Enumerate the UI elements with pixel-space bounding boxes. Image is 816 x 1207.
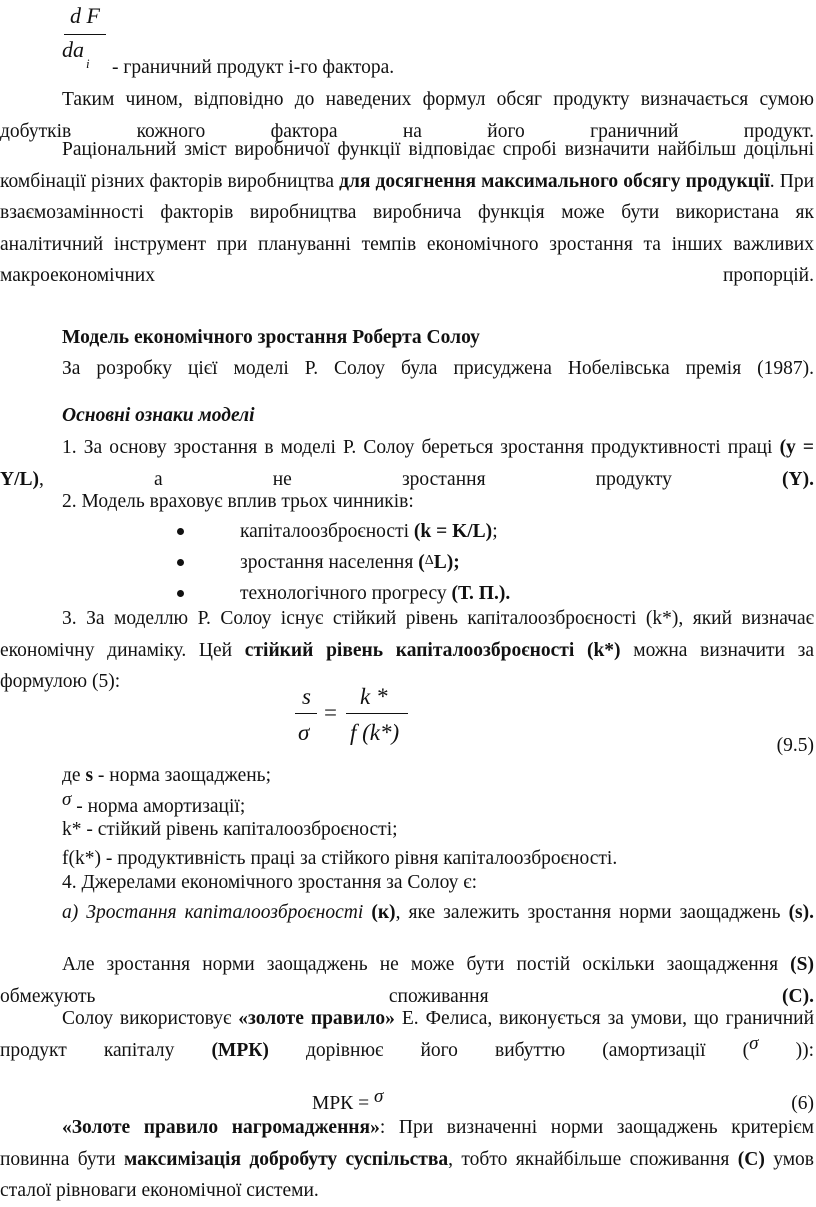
document-page: d F $da_i$ - граничний продукт і-го фактора. Таким чином, відповідно до наведених формул обсяг продукту визначається сумою добутків кожного фактора на його граничний продукт. Раціональний зміст виробничої функції відповідає спробі визначити найбільш доцільні комбінації різних факторів виробництва для досягнення максимального обсягу продукції. При взаємозамінності факторів виробництва виробнича функція може бути використана як аналітичний інструмент при плануванні темпів економічного зростання та інших важливих макроекономічних пропорцій. Модель економічного зростання Роберта Солоу За розробку цієї моделі Р. Солоу була присуджена Нобелівська премія (1987). Основні ознаки моделі 1. За основу зростання в моделі Р. Солоу береться зростання продуктивності праці (y = Y/L), а не зростання продукту (Y). 2. Модель враховує вплив трьох чинників: капіталоозброєності (k = K/L); зростання населення ($^\Delta$L); технологічного прогресу (Т. П.). 3. За моделлю Р. Солоу існує стійкий рівень капіталоозброєності (k*), який визначає економічну динаміку. Цей стійкий рівень капіталоозброєності (k*) можна визначити за формулою (5): s σ = k * f (k*) (9.5) де s - норма заощаджень; σ - норма амортизації; k* - стійкий рівень капіталоозброєності; f(k*) - продуктивність праці за стійкого рівня капіталоозброєності. 4. Джерелами економічного зростання за Солоу є: а) Зростання капіталоозброєності (к), яке залежить зростання норми заощаджень (s). Але зростання норми заощаджень не може бути постій оскільки заощадження (S) обмежують споживання (С). Солоу використовує «золоте правило» Е. Фелиса, виконується за умови, що граничний продукт капіталу (МРК) дорівнює його вибуттю (амортизації (σ )): МРК = σ (6) «Золоте правило нагромадження»: При визначенні норми заощаджень критерієм повинна бути максимізація добробуту суспільства, тобто якнайбільше споживання (С) умов сталої рівноваги економічної системи. <box>0 0 816 1196</box>
fraction-numerator: d F <box>70 3 100 28</box>
item-2: 2. Модель враховує вплив трьох чинників: <box>62 491 414 512</box>
def-s: де s - норма заощаджень; <box>62 765 271 786</box>
fraction-bar <box>64 34 106 35</box>
formula-k-star: k * <box>360 684 388 709</box>
sigma-symbol: σ <box>749 1032 759 1054</box>
sigma-symbol: σ <box>62 789 72 810</box>
equation-number-9-5: (9.5) <box>776 735 814 756</box>
def-sigma: σ - норма амортизації; <box>62 789 246 817</box>
formula-6: МРК = σ <box>312 1086 384 1114</box>
marginal-product-description: - граничний продукт і-го фактора. <box>112 57 395 78</box>
formula-sigma: σ <box>298 720 310 745</box>
formula-equals: = <box>324 700 337 725</box>
bullet-dot <box>177 528 184 535</box>
fraction-bar <box>346 713 408 714</box>
equation-number-6: (6) <box>791 1093 814 1114</box>
formula-s: s <box>302 684 311 709</box>
item-1: 1. За основу зростання в моделі Р. Солоу береться зростання продуктивності праці (y = Y/L), а не зростання продукту (Y). <box>0 437 815 490</box>
def-f-k-star: f(k*) - продуктивність праці за стійкого рівня капіталоозброєності. <box>62 848 618 869</box>
fraction-denominator: $da_i$ <box>62 37 90 72</box>
bullet-dot <box>177 559 184 566</box>
item-4: 4. Джерелами економічного зростання за Солоу є: <box>62 872 478 893</box>
sigma-symbol: σ <box>373 1086 384 1107</box>
paragraph-sum-of-products: Таким чином, відповідно до наведених формул обсяг продукту визначається сумою добутків кожного фактора на його граничний продукт. <box>0 89 814 142</box>
paragraph-rational-content: Раціональний зміст виробничої функції відповідає спробі визначити найбільш доцільні комбінації різних факторів виробництва для досягнення максимального обсягу продукції. При взаємозамінності факторів виробництва виробнича функція може бути використана як аналітичний інструмент при плануванні темпів економічного зростання та інших важливих макроекономічних пропорцій. <box>0 139 815 286</box>
delta-symbol: Δ <box>424 553 434 568</box>
formula-f-k-star: f (k*) <box>350 720 400 745</box>
section-title: Модель економічного зростання Роберта Солоу <box>62 327 480 348</box>
fraction-bar <box>295 713 317 714</box>
def-k-star: k* - стійкий рівень капіталоозброєності; <box>62 819 398 840</box>
formula-9-5 <box>290 683 430 753</box>
paragraph-nobel-prize: За розробку цієї моделі Р. Солоу була присуджена Нобелівська премія (1987). <box>62 358 814 379</box>
paragraph-golden-rule-accumulation: «Золоте правило нагромадження»: При визначенні норми заощаджень критерієм повинна бути максимізація добробуту суспільства, тобто якнайбільше споживання (С) умов сталої рівноваги економічної системи. <box>0 1117 815 1201</box>
bullet-dot <box>177 590 184 597</box>
paragraph-savings-limit: Але зростання норми заощаджень не може бути постій оскільки заощадження (S) обмежують споживання (С). <box>0 954 815 1007</box>
bold-max-output: для досягнення максимального обсягу продукції <box>339 170 770 192</box>
item-3: 3. За моделлю Р. Солоу існує стійкий рівень капіталоозброєності (k*), який визначає економічну динаміку. Цей стійкий рівень капіталоозброєності (k*) можна визначити за формулою (5): <box>0 608 815 692</box>
item-4a: а) Зростання капіталоозброєності (к), яке залежить зростання норми заощаджень (s). <box>62 902 815 923</box>
subheading-main-features: Основні ознаки моделі <box>62 405 255 426</box>
paragraph-golden-rule: Солоу використовує «золоте правило» Е. Фелиса, виконується за умови, що граничний продукт капіталу (МРК) дорівнює його вибуттю (амортизації (σ )): <box>0 1008 815 1061</box>
